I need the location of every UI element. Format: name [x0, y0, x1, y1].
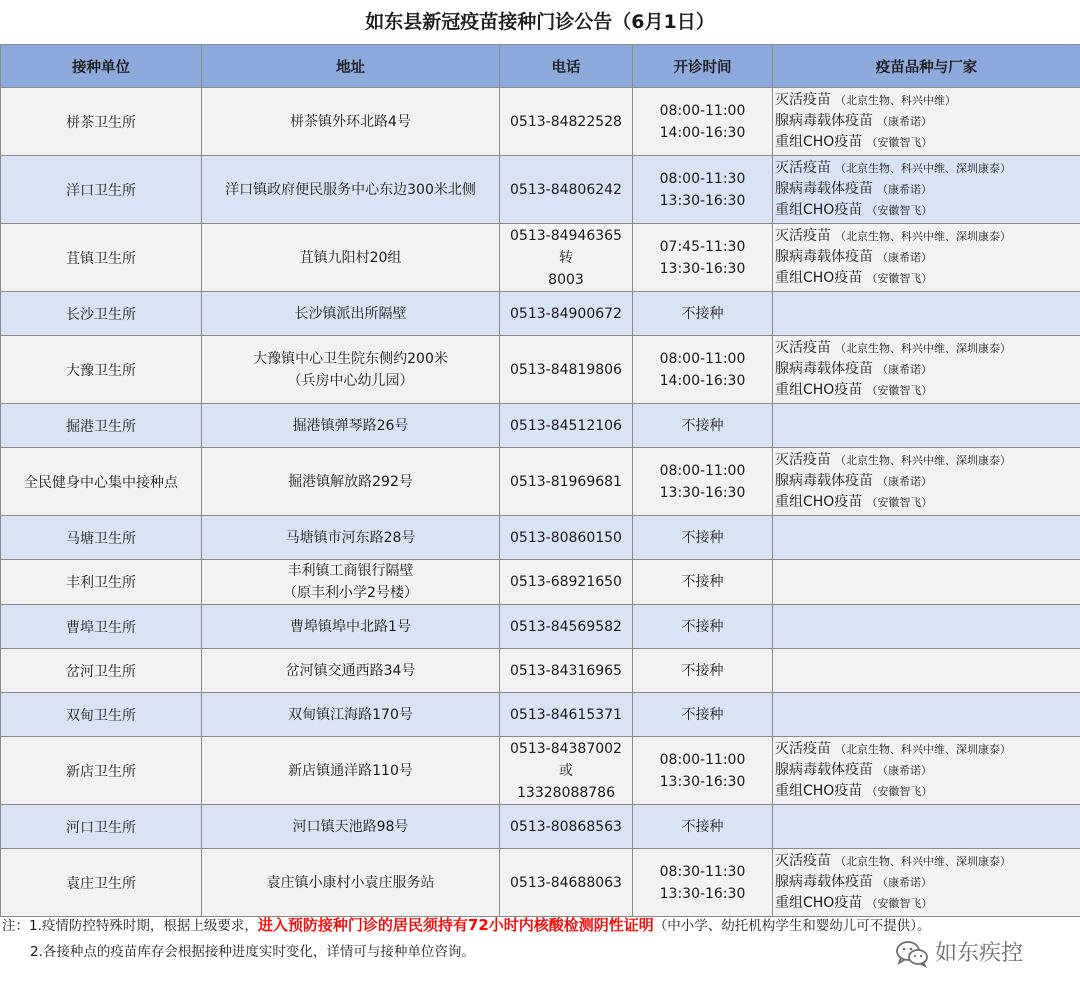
vaccine-maker: （康希诺） [877, 363, 932, 376]
table-row [1, 516, 1080, 560]
unit-name: 袁庄卫生所 [66, 875, 136, 892]
vaccine-maker: （康希诺） [877, 183, 932, 196]
vaccine-name: 灭活疫苗 [775, 340, 831, 356]
phone-cell [500, 404, 633, 448]
wechat-icon [895, 940, 929, 968]
phone-cell [500, 156, 633, 224]
table-header-row [1, 45, 1080, 88]
vaccine-name: 腺病毒载体疫苗 [775, 762, 873, 778]
phone-cell [500, 224, 633, 292]
phone-cell [500, 849, 633, 917]
hours-line: 不接种 [681, 662, 724, 679]
vaccine-name: 腺病毒载体疫苗 [775, 473, 873, 489]
vaccine-name: 重组CHO疫苗 [775, 382, 863, 398]
note-1-prefix: 注：1.疫情防控特殊时期，根据上级要求， [2, 918, 258, 934]
vaccine-maker: （康希诺） [877, 251, 932, 264]
vaccine-maker: （北京生物、科兴中维、深圳康泰） [835, 743, 1011, 756]
unit-cell [1, 224, 202, 292]
address-cell [202, 516, 500, 560]
vaccine-maker: （康希诺） [877, 115, 932, 128]
unit-name: 大豫卫生所 [66, 362, 136, 379]
vaccine-line [775, 781, 1078, 802]
hours-line: 不接种 [681, 574, 724, 590]
vaccine-cell [773, 605, 1080, 649]
vaccine-name: 灭活疫苗 [775, 160, 831, 176]
hours-cell [633, 336, 773, 404]
address-line: 岔河镇交通西路34号 [285, 662, 416, 679]
table-row [1, 404, 1080, 448]
hours-cell [633, 448, 773, 516]
address-cell [202, 224, 500, 292]
table-row [1, 849, 1080, 917]
unit-name: 马塘卫生所 [66, 530, 136, 547]
table-row [1, 292, 1080, 336]
vaccine-line [775, 179, 1078, 200]
vaccine-line [775, 158, 1078, 179]
vaccine-line [775, 739, 1078, 760]
vaccine-line [775, 380, 1078, 401]
phone-cell [500, 737, 633, 805]
unit-cell [1, 649, 202, 693]
vaccine-line [775, 200, 1078, 221]
address-cell [202, 156, 500, 224]
vaccine-name: 灭活疫苗 [775, 228, 831, 244]
vaccine-name: 腺病毒载体疫苗 [775, 361, 873, 377]
watermark [895, 936, 1023, 972]
unit-name: 全民健身中心集中接种点 [24, 474, 178, 491]
phone-cell [500, 516, 633, 560]
vaccine-cell [773, 737, 1080, 805]
address-line: 栟茶镇外环北路4号 [290, 113, 411, 130]
address-line: 曹埠镇埠中北路1号 [290, 618, 411, 635]
phone-line: 0513-80860150 [510, 529, 622, 546]
hours-line: 不接种 [681, 305, 724, 322]
vaccine-cell [773, 336, 1080, 404]
vaccine-name: 重组CHO疫苗 [775, 270, 863, 286]
address-cell [202, 88, 500, 156]
unit-cell [1, 336, 202, 404]
vaccine-name: 灭活疫苗 [775, 853, 831, 869]
address-cell [202, 292, 500, 336]
phone-cell [500, 560, 633, 605]
table-row [1, 560, 1080, 605]
phone-cell [500, 605, 633, 649]
hours-cell [633, 404, 773, 448]
vaccine-line [775, 268, 1078, 289]
unit-name: 洋口卫生所 [66, 182, 136, 199]
note-1-suffix: （中小学、幼托机构学生和婴幼儿可不提供）。 [653, 918, 931, 934]
vaccine-line [775, 111, 1078, 132]
vaccine-maker: （康希诺） [877, 876, 932, 889]
hours-cell [633, 292, 773, 336]
unit-name: 河口卫生所 [66, 819, 136, 836]
phone-cell [500, 448, 633, 516]
vaccine-name: 灭活疫苗 [775, 92, 831, 108]
unit-name: 曹埠卫生所 [66, 619, 136, 636]
vaccine-line [775, 893, 1078, 914]
phone-line: 0513-68921650 [510, 574, 622, 590]
address-line: 丰利镇工商银行隔壁 [287, 563, 414, 579]
vaccine-name: 重组CHO疫苗 [775, 895, 863, 911]
address-cell [202, 649, 500, 693]
phone-line: 0513-84806242 [510, 181, 622, 198]
unit-cell [1, 156, 202, 224]
vaccine-line [775, 338, 1078, 359]
table-row [1, 336, 1080, 404]
hours-line: 不接种 [681, 706, 724, 723]
table-row [1, 649, 1080, 693]
vaccine-line [775, 226, 1078, 247]
vaccine-line [775, 760, 1078, 781]
address-line: 苴镇九阳村20组 [299, 249, 402, 266]
vaccine-cell [773, 292, 1080, 336]
phone-cell [500, 336, 633, 404]
vaccine-cell [773, 560, 1080, 605]
vaccine-name: 灭活疫苗 [775, 741, 831, 757]
address-cell [202, 448, 500, 516]
hours-line: 08:30-11:30 [659, 863, 746, 880]
vaccine-name: 腺病毒载体疫苗 [775, 874, 873, 890]
vaccine-cell [773, 693, 1080, 737]
phone-line: 0513-84316965 [510, 662, 622, 679]
hours-cell [633, 560, 773, 605]
phone-line: 0513-84688063 [510, 874, 622, 891]
address-line: 河口镇天池路98号 [292, 818, 409, 835]
hours-cell [633, 88, 773, 156]
hours-cell [633, 516, 773, 560]
hours-line: 08:00-11:00 [659, 102, 746, 119]
address-line: 长沙镇派出所隔壁 [294, 305, 407, 322]
vaccine-maker: （安徽智飞） [866, 136, 933, 149]
vaccine-line [775, 90, 1078, 111]
note-1-highlight: 进入预防接种门诊的居民须持有72小时内核酸检测阴性证明 [257, 916, 654, 934]
address-line: 双甸镇江海路170号 [288, 706, 413, 723]
vaccine-name: 腺病毒载体疫苗 [775, 113, 873, 129]
table-row [1, 693, 1080, 737]
vaccine-cell [773, 156, 1080, 224]
phone-cell [500, 292, 633, 336]
vaccine-name: 重组CHO疫苗 [775, 202, 863, 218]
unit-name: 双甸卫生所 [66, 707, 136, 724]
table-row [1, 737, 1080, 805]
note-line-1 [0, 912, 1080, 939]
vaccine-maker: （安徽智飞） [866, 384, 933, 397]
hours-cell [633, 156, 773, 224]
hours-line: 14:00-16:30 [659, 372, 746, 389]
hours-cell [633, 849, 773, 917]
hours-line: 14:00-16:30 [659, 124, 746, 141]
hours-line: 13:30-16:30 [659, 773, 746, 790]
unit-cell [1, 292, 202, 336]
phone-line: 0513-81969681 [510, 473, 622, 490]
table-row [1, 88, 1080, 156]
note-line-2: 2.各接种点的疫苗库存会根据接种进度实时变化，详情可与接种单位咨询。 [30, 944, 475, 960]
vaccine-maker: （安徽智飞） [866, 496, 933, 509]
address-line: 洋口镇政府便民服务中心东边300米北侧 [225, 181, 476, 198]
hours-line: 13:30-16:30 [659, 260, 746, 277]
table-row [1, 156, 1080, 224]
vaccine-maker: （北京生物、科兴中维、深圳康泰） [835, 162, 1011, 175]
unit-cell [1, 560, 202, 605]
unit-cell [1, 516, 202, 560]
address-cell [202, 605, 500, 649]
vaccine-line [775, 450, 1078, 471]
table-row [1, 605, 1080, 649]
header-unit: 接种单位 [1, 45, 202, 88]
vaccine-line [775, 492, 1078, 513]
table-row [1, 448, 1080, 516]
address-line: （兵房中心幼儿园） [287, 372, 414, 389]
vaccine-cell [773, 805, 1080, 849]
address-cell [202, 404, 500, 448]
vaccine-line [775, 872, 1078, 893]
phone-line: 13328088786 [517, 784, 615, 801]
vaccine-name: 重组CHO疫苗 [775, 134, 863, 150]
vaccine-maker: （康希诺） [877, 475, 932, 488]
unit-cell [1, 605, 202, 649]
vaccine-cell [773, 224, 1080, 292]
header-hours: 开诊时间 [633, 45, 773, 88]
unit-name: 丰利卫生所 [66, 575, 136, 591]
phone-line: 0513-84512106 [510, 417, 622, 434]
hours-line: 08:00-11:00 [659, 462, 746, 479]
phone-line: 0513-84615371 [510, 706, 622, 723]
vaccine-line [775, 132, 1078, 153]
hours-line: 08:00-11:00 [659, 350, 746, 367]
unit-name: 掘港卫生所 [66, 418, 136, 435]
vaccine-cell [773, 448, 1080, 516]
phone-line: 0513-84900672 [510, 305, 622, 322]
address-line: 马塘镇市河东路28号 [285, 529, 416, 546]
vaccine-maker: （北京生物、科兴中维） [835, 94, 956, 107]
address-line: 新店镇通洋路110号 [288, 762, 413, 779]
vaccine-maker: （北京生物、科兴中维、深圳康泰） [835, 454, 1011, 467]
watermark-text: 如东疾控 [935, 941, 1024, 966]
hours-line: 13:30-16:30 [659, 484, 746, 501]
vaccine-maker: （安徽智飞） [866, 785, 933, 798]
address-cell [202, 560, 500, 605]
address-cell [202, 336, 500, 404]
unit-name: 长沙卫生所 [66, 306, 136, 323]
hours-cell [633, 737, 773, 805]
vaccine-maker: （安徽智飞） [866, 272, 933, 285]
header-phone: 电话 [500, 45, 633, 88]
hours-cell [633, 805, 773, 849]
address-cell [202, 693, 500, 737]
unit-cell [1, 404, 202, 448]
unit-name: 岔河卫生所 [66, 663, 136, 680]
address-line: 袁庄镇小康村小袁庄服务站 [266, 874, 435, 891]
vaccine-maker: （北京生物、科兴中维、深圳康泰） [835, 230, 1011, 243]
hours-cell [633, 649, 773, 693]
hours-line: 不接种 [681, 529, 724, 546]
address-cell [202, 805, 500, 849]
phone-line: 0513-84946365转 [510, 227, 622, 266]
header-vaccines: 疫苗品种与厂家 [773, 45, 1080, 88]
phone-line: 0513-84569582 [510, 618, 622, 635]
vaccine-cell [773, 404, 1080, 448]
address-line: （原丰利小学2号楼） [283, 585, 418, 601]
address-line: 掘港镇解放路292号 [288, 473, 413, 490]
table-row [1, 224, 1080, 292]
unit-cell [1, 88, 202, 156]
unit-cell [1, 805, 202, 849]
phone-line: 8003 [548, 271, 584, 288]
vaccine-cell [773, 88, 1080, 156]
vaccine-maker: （北京生物、科兴中维、深圳康泰） [835, 855, 1011, 868]
hours-line: 08:00-11:30 [659, 170, 746, 187]
hours-line: 13:30-16:30 [659, 885, 746, 902]
table-row [1, 805, 1080, 849]
unit-cell [1, 693, 202, 737]
page-title: 如东县新冠疫苗接种门诊公告（6月1日） [365, 11, 715, 33]
vaccine-name: 重组CHO疫苗 [775, 783, 863, 799]
vaccine-line [775, 471, 1078, 492]
table-body [1, 88, 1080, 917]
hours-cell [633, 693, 773, 737]
vaccine-name: 灭活疫苗 [775, 452, 831, 468]
address-cell [202, 849, 500, 917]
schedule-table [0, 44, 1080, 917]
phone-cell [500, 649, 633, 693]
vaccine-line [775, 851, 1078, 872]
phone-line: 0513-84819806 [510, 361, 622, 378]
phone-line: 0513-80868563 [510, 818, 622, 835]
unit-name: 新店卫生所 [66, 763, 136, 780]
phone-cell [500, 805, 633, 849]
address-line: 大豫镇中心卫生院东侧约200米 [253, 350, 448, 367]
vaccine-cell [773, 849, 1080, 917]
phone-cell [500, 88, 633, 156]
vaccine-name: 重组CHO疫苗 [775, 494, 863, 510]
phone-line: 0513-84387002或 [510, 740, 622, 779]
unit-name: 栟茶卫生所 [66, 114, 136, 131]
address-cell [202, 737, 500, 805]
vaccine-cell [773, 649, 1080, 693]
vaccine-name: 腺病毒载体疫苗 [775, 181, 873, 197]
unit-name: 苴镇卫生所 [66, 250, 136, 267]
hours-line: 08:00-11:00 [659, 751, 746, 768]
vaccine-maker: （安徽智飞） [866, 897, 933, 910]
unit-cell [1, 448, 202, 516]
unit-cell [1, 737, 202, 805]
hours-line: 13:30-16:30 [659, 192, 746, 209]
vaccine-maker: （安徽智飞） [866, 204, 933, 217]
vaccine-line [775, 359, 1078, 380]
vaccine-maker: （康希诺） [877, 764, 932, 777]
vaccine-name: 腺病毒载体疫苗 [775, 249, 873, 265]
header-address: 地址 [202, 45, 500, 88]
hours-line: 不接种 [681, 618, 724, 635]
vaccine-maker: （北京生物、科兴中维、深圳康泰） [835, 342, 1011, 355]
address-line: 掘港镇弹琴路26号 [292, 417, 409, 434]
phone-cell [500, 693, 633, 737]
vaccine-cell [773, 516, 1080, 560]
hours-line: 07:45-11:30 [659, 238, 746, 255]
hours-line: 不接种 [681, 818, 724, 835]
hours-line: 不接种 [681, 417, 724, 434]
phone-line: 0513-84822528 [510, 113, 622, 130]
hours-cell [633, 605, 773, 649]
hours-cell [633, 224, 773, 292]
unit-cell [1, 849, 202, 917]
vaccine-line [775, 247, 1078, 268]
